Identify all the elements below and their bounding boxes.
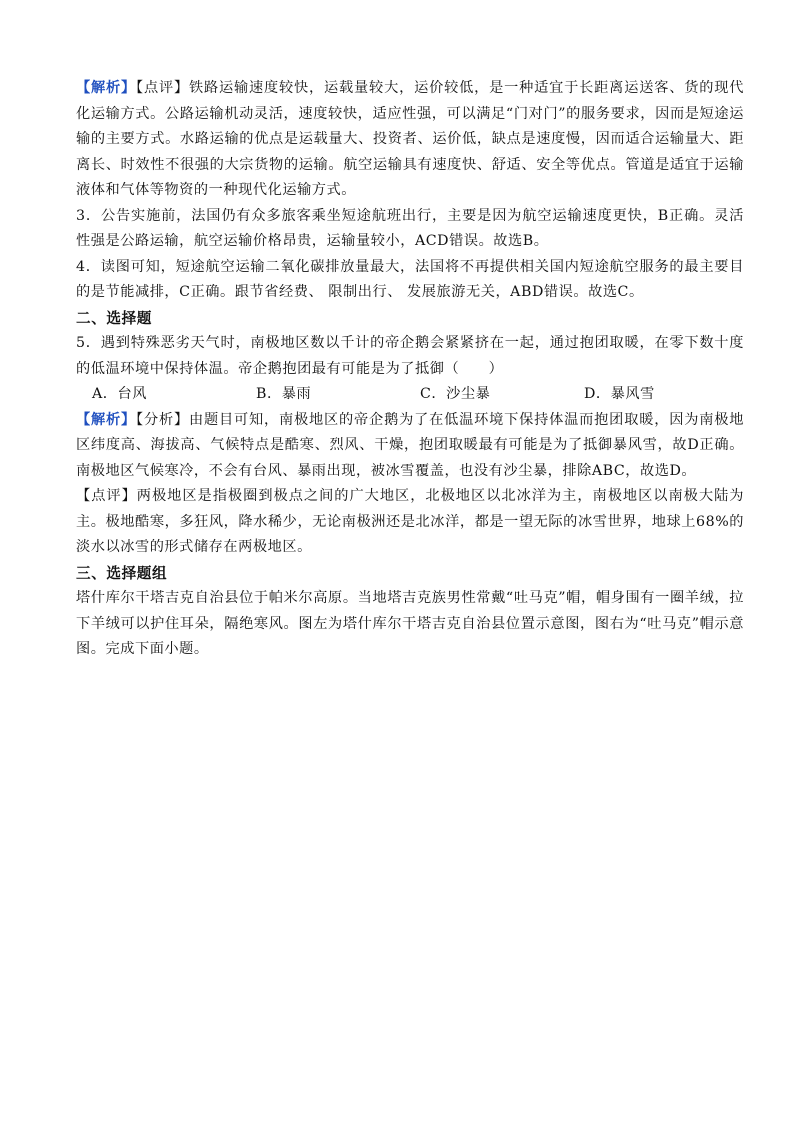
- question-5: 5．遇到特殊恶劣天气时，南极地区数以千计的帝企鹅会紧紧挤在一起，通过抱团取暖，在零下数十度的低温环境中保持体温。帝企鹅抱团最有可能是为了抵御（ ）: [76, 335, 744, 377]
- comment-paragraph-5: [76, 484, 744, 561]
- option-c: C．沙尘暴: [420, 386, 491, 402]
- answer-4: 4．读图可知，短途航空运输二氧化碳排放量最大，法国将不再提供相关国内短途航空服务的最主要目的是节能减排，C正确。跟节省经费、 限制出行、 发展旅游无关，ABD错误。故选C。: [76, 258, 744, 300]
- comment-text: 两极地区是指极圈到极点之间的广大地区，北极地区以北冰洋为主，南极地区以南极大陆为主。极地酷寒，多狂风，降水稀少，无论南极洲还是北冰洋，都是一望无际的冰雪世界，地球上68%的淡水以冰雪的形式储存在两极地区。: [76, 488, 744, 555]
- comment-label: 【点评】: [136, 80, 189, 96]
- option-b: B．暴雨: [256, 386, 312, 402]
- section-2-heading: 二、选择题: [76, 309, 152, 327]
- section-3-heading: 三、选择题组: [76, 564, 168, 582]
- analysis-paragraph-1: [76, 76, 744, 204]
- analysis-paragraph-5: [76, 408, 744, 485]
- analysis-label: 【分析】: [136, 411, 189, 428]
- option-a: A．台风: [92, 386, 148, 402]
- analysis-text: 铁路运输速度较快，运载量较大，运价较低，是一种适宜于长距离运送客、货的现代化运输方式。公路运输机动灵活，速度较快，适应性强，可以满足“门对门”的服务要求，因而是短途运输的主要方式。水路运输的优点是运载量大、投资者、运价低，缺点是速度慢，因而适合运输量大、距离长、时效性不很强的大宗货物的运输。航空运输具有速度快、舒适、安全等优点。管道是适宜于运输液体和气体等物资的一种现代化运输方式。: [76, 80, 744, 198]
- comment-label: 【点评】: [76, 488, 137, 504]
- analysis-tag: 【解析】: [76, 411, 137, 428]
- analysis-tag: 【解析】: [76, 80, 137, 96]
- question-5-options: [76, 382, 744, 408]
- document-page: [76, 76, 744, 663]
- analysis-text: 由题目可知，南极地区的帝企鹅为了在低温环境下保持体温而抱团取暖，因为南极地区纬度高、海拔高、气候特点是酷寒、烈风、干燥，抱团取暖最有可能是为了抵御暴风雪，故D正确。南极地区气候寒冷，不会有台风、暴雨出现，被冰雪覆盖，也没有沙尘暴，排除ABC，故选D。: [76, 411, 744, 479]
- option-d: D．暴风雪: [584, 386, 655, 402]
- answer-3: 3．公告实施前，法国仍有众多旅客乘坐短途航班出行，主要是因为航空运输速度更快，B正确。灵活性强是公路运输，航空运输价格昂贵，运输量较小，ACD错误。故选B。: [76, 207, 744, 249]
- section-3-intro: 塔什库尔干塔吉克自治县位于帕米尔高原。当地塔吉克族男性常戴“吐马克”帽，帽身围有一圈羊绒，拉下羊绒可以护住耳朵，隔绝寒风。图左为塔什库尔干塔吉克自治县位置示意图，图右为“吐马克”帽示意图。完成下面小题。: [76, 590, 744, 657]
